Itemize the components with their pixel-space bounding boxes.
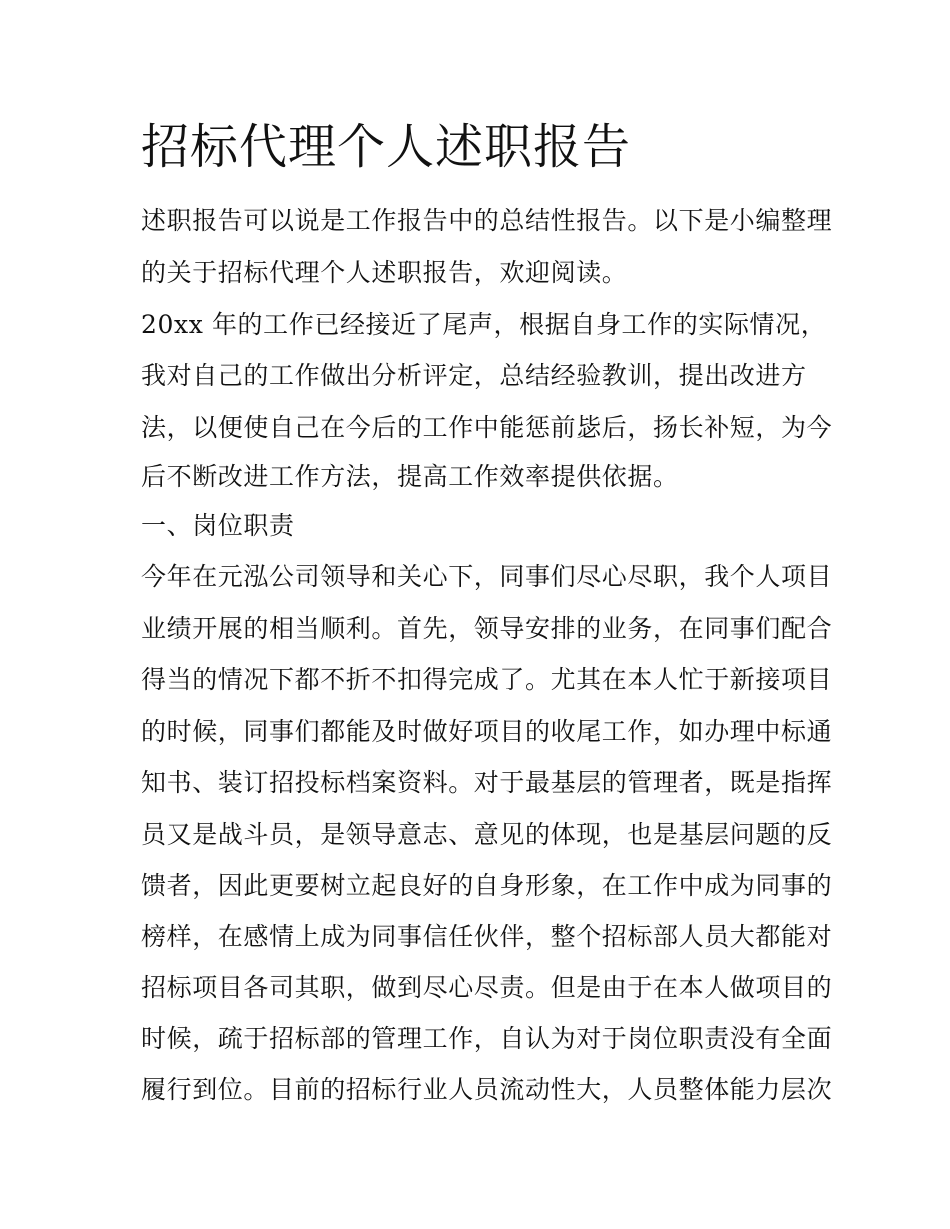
document-title: 招标代理个人述职报告 [141, 119, 632, 175]
paragraph-line: 的时候，同事们都能及时做好项目的收尾工作，如办理中标通 [141, 717, 833, 746]
paragraph-line: 馈者，因此更要树立起良好的自身形象，在工作中成为同事的 [141, 871, 833, 900]
paragraph-line: 业绩开展的相当顺利。首先，领导安排的业务，在同事们配合 [141, 614, 833, 643]
paragraph-line: 法，以便使自己在今后的工作中能惩前毖后，扬长补短，为今 [141, 413, 833, 442]
paragraph-line: 的关于招标代理个人述职报告，欢迎阅读。 [141, 258, 628, 287]
paragraph-line: 履行到位。目前的招标行业人员流动性大，人员整体能力层次 [141, 1075, 833, 1104]
paragraph-line: 员又是战斗员，是领导意志、意见的体现，也是基层问题的反 [141, 820, 833, 849]
paragraph-line: 得当的情况下都不折不扣得完成了。尤其在本人忙于新接项目 [141, 665, 833, 694]
paragraph-line: 知书、装订招投标档案资料。对于最基层的管理者，既是指挥 [141, 768, 833, 797]
section-heading: 一、岗位职责 [141, 511, 295, 540]
paragraph-line: 招标项目各司其职，做到尽心尽责。但是由于在本人做项目的 [141, 973, 833, 1002]
paragraph-line: 今年在元泓公司领导和关心下，同事们尽心尽职，我个人项目 [141, 562, 833, 591]
paragraph-line: 榜样，在感情上成为同事信任伙伴，整个招标部人员大都能对 [141, 922, 833, 951]
paragraph-line: 时候，疏于招标部的管理工作，自认为对于岗位职责没有全面 [141, 1024, 833, 1053]
paragraph-line: 述职报告可以说是工作报告中的总结性报告。以下是小编整理 [141, 206, 833, 235]
paragraph-line: 后不断改进工作方法，提高工作效率提供依据。 [141, 462, 679, 491]
paragraph-line: 我对自己的工作做出分析评定，总结经验教训，提出改进方 [141, 361, 807, 390]
paragraph-line: 20xx 年的工作已经接近了尾声，根据自身工作的实际情况， [141, 310, 827, 339]
